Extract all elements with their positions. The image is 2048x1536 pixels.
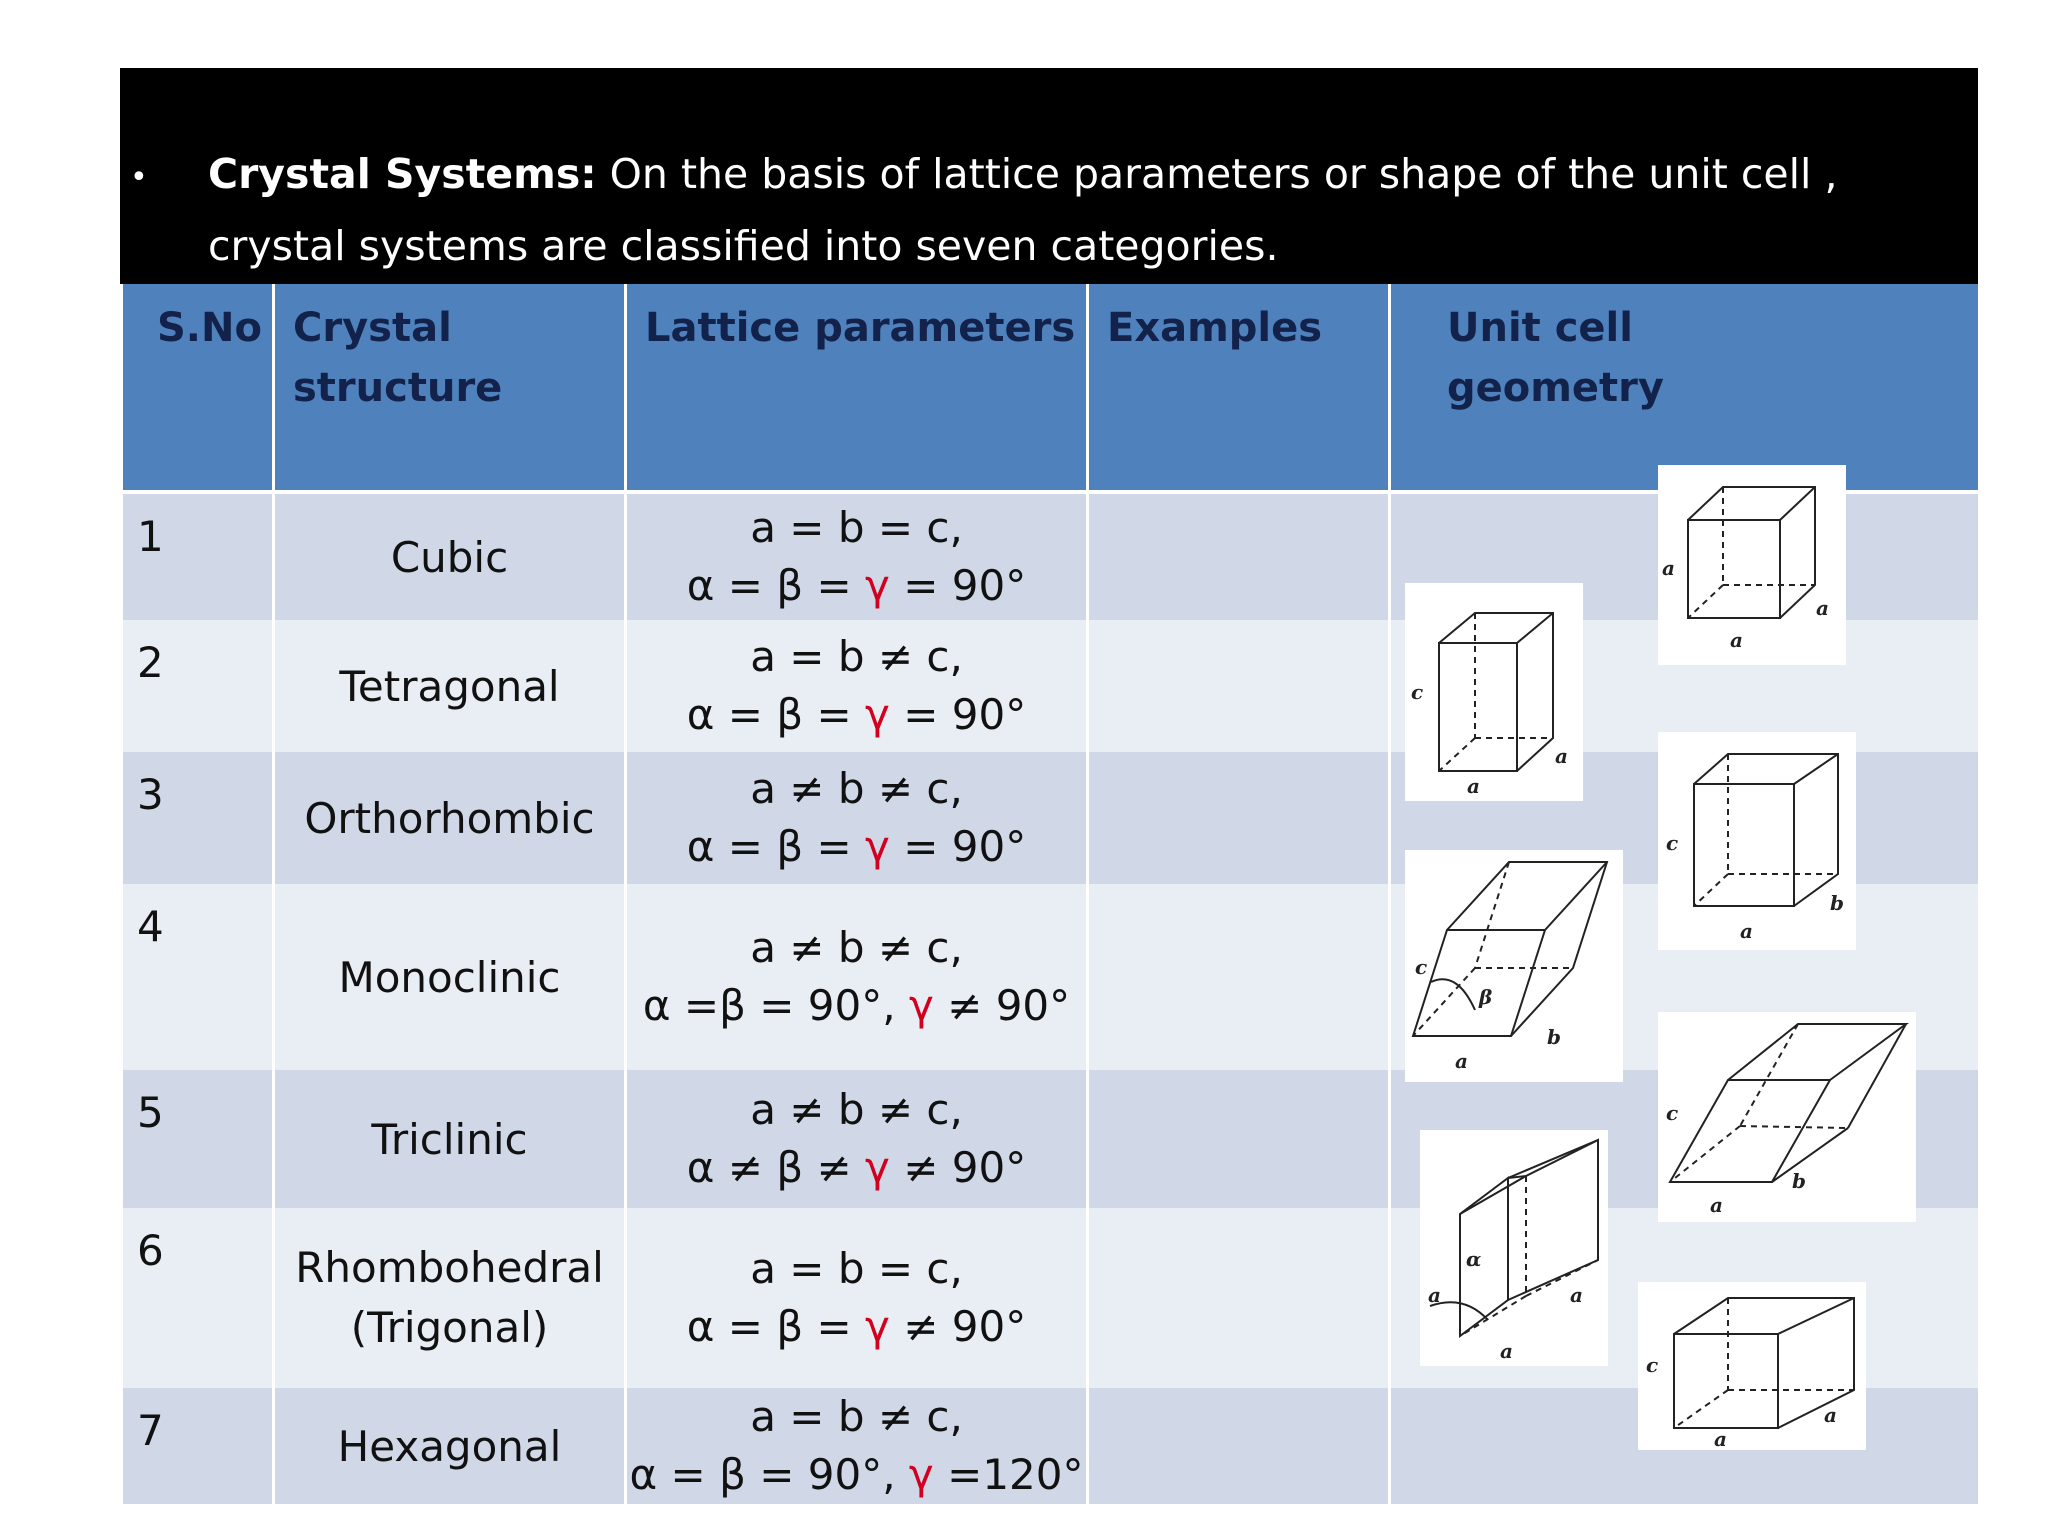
header-unit-cell-geometry: Unit cell geometry <box>1390 284 1980 492</box>
crystal-name-cell: Tetragonal <box>274 620 626 752</box>
lattice-params-cell <box>626 492 1088 620</box>
sno-cell: 3 <box>122 752 274 884</box>
gamma-symbol: γ <box>865 822 890 871</box>
figure-label: a <box>1467 774 1480 798</box>
figure-label: a <box>1555 744 1568 768</box>
figure-label: b <box>1830 891 1844 915</box>
figure-label: a <box>1740 919 1753 943</box>
header-lattice-parameters: Lattice parameters <box>626 284 1088 492</box>
figure-label: a <box>1455 1049 1468 1073</box>
bullet: • <box>130 160 148 195</box>
angles-a: α = β = 90°, <box>629 1450 909 1499</box>
crystal-name-cell: Orthorhombic <box>274 752 626 884</box>
header-row <box>122 284 1980 492</box>
angles-b: ≠ 90° <box>889 1302 1027 1351</box>
params-line-2 <box>627 818 1086 876</box>
crystal-name-cell: Triclinic <box>274 1070 626 1208</box>
banner-description: On the basis of lattice parameters or shape of the unit cell , crystal systems are classified into seven categories. <box>208 150 1838 270</box>
gamma-symbol: γ <box>865 690 890 739</box>
params-line-1: a = b ≠ c, <box>750 1392 963 1441</box>
tetragonal-unit-cell-figure <box>1405 583 1583 801</box>
crystal-name-cell: Rhombohedral (Trigonal) <box>274 1208 626 1388</box>
angles-a: α = β = <box>686 1302 866 1351</box>
figure-label: a <box>1428 1283 1441 1307</box>
angles-b: =120° <box>933 1450 1084 1499</box>
sno-cell: 2 <box>122 620 274 752</box>
angles-b: ≠ 90° <box>889 1143 1027 1192</box>
angles-b: = 90° <box>889 561 1027 610</box>
gamma-symbol: γ <box>865 1143 890 1192</box>
crystal-name-cell: Hexagonal <box>274 1388 626 1504</box>
figure-label: a <box>1662 556 1675 580</box>
angles-a: α = β = <box>686 690 866 739</box>
figure-label: b <box>1792 1169 1806 1193</box>
examples-cell <box>1088 1388 1390 1504</box>
angles-a: α =β = 90°, <box>642 981 909 1030</box>
figure-label: a <box>1710 1193 1723 1217</box>
params-line-2 <box>627 1139 1086 1197</box>
lattice-params-cell <box>626 752 1088 884</box>
params-line-1: a ≠ b ≠ c, <box>750 764 963 813</box>
angles-a: α = β = <box>686 822 866 871</box>
lattice-params-cell <box>626 884 1088 1070</box>
crystal-name-cell: Cubic <box>274 492 626 620</box>
sno-cell: 4 <box>122 884 274 1070</box>
gamma-symbol: γ <box>865 1302 890 1351</box>
examples-cell <box>1088 492 1390 620</box>
hexagonal-unit-cell-figure <box>1638 1282 1866 1450</box>
params-line-2 <box>627 557 1086 615</box>
params-line-2 <box>627 977 1086 1035</box>
figure-label: c <box>1666 831 1679 855</box>
orthorhombic-unit-cell-figure <box>1658 732 1856 950</box>
params-line-2 <box>627 1446 1086 1504</box>
cubic-unit-cell-figure <box>1658 465 1846 665</box>
params-line-1: a = b = c, <box>750 503 963 552</box>
figure-label: c <box>1646 1353 1659 1377</box>
sno-cell: 6 <box>122 1208 274 1388</box>
params-line-1: a ≠ b ≠ c, <box>750 1085 963 1134</box>
sno-cell: 7 <box>122 1388 274 1504</box>
params-line-2 <box>627 1298 1086 1356</box>
angles-a: α = β = <box>686 561 866 610</box>
figure-label: a <box>1714 1427 1727 1450</box>
figure-label: β <box>1479 985 1493 1009</box>
examples-cell <box>1088 752 1390 884</box>
params-line-2 <box>627 686 1086 744</box>
banner-text <box>208 138 1928 282</box>
lattice-params-cell <box>626 1388 1088 1504</box>
lattice-params-cell <box>626 1208 1088 1388</box>
figure-label: a <box>1816 596 1829 620</box>
gamma-symbol: γ <box>865 561 890 610</box>
banner-term: Crystal Systems: <box>208 150 597 198</box>
params-line-1: a ≠ b ≠ c, <box>750 923 963 972</box>
gamma-symbol: γ <box>908 1450 934 1499</box>
angles-b: = 90° <box>889 822 1027 871</box>
examples-cell <box>1088 1070 1390 1208</box>
params-line-1: a = b = c, <box>750 1244 963 1293</box>
figure-label: a <box>1730 628 1743 652</box>
angles-a: α ≠ β ≠ <box>686 1143 866 1192</box>
title-banner <box>120 68 1978 284</box>
monoclinic-unit-cell-figure <box>1405 850 1623 1082</box>
figure-label: c <box>1411 680 1424 704</box>
examples-cell <box>1088 884 1390 1070</box>
header-crystal-structure: Crystal structure <box>274 284 626 492</box>
figure-label: c <box>1666 1101 1679 1125</box>
crystal-name-cell: Monoclinic <box>274 884 626 1070</box>
header-examples: Examples <box>1088 284 1390 492</box>
sno-cell: 5 <box>122 1070 274 1208</box>
figure-label: a <box>1570 1283 1583 1307</box>
gamma-symbol: γ <box>908 981 934 1030</box>
angles-b: = 90° <box>889 690 1027 739</box>
header-sno: S.No <box>122 284 274 492</box>
figure-label: α <box>1466 1247 1482 1271</box>
angles-b: ≠ 90° <box>933 981 1071 1030</box>
params-line-1: a = b ≠ c, <box>750 632 963 681</box>
rhombohedral-unit-cell-figure <box>1420 1130 1608 1366</box>
figure-label: a <box>1500 1339 1513 1363</box>
triclinic-unit-cell-figure <box>1658 1012 1916 1222</box>
figure-label: a <box>1824 1403 1837 1427</box>
figure-label: c <box>1415 955 1428 979</box>
lattice-params-cell <box>626 620 1088 752</box>
lattice-params-cell <box>626 1070 1088 1208</box>
figure-label: b <box>1547 1025 1561 1049</box>
sno-cell: 1 <box>122 492 274 620</box>
examples-cell <box>1088 620 1390 752</box>
examples-cell <box>1088 1208 1390 1388</box>
